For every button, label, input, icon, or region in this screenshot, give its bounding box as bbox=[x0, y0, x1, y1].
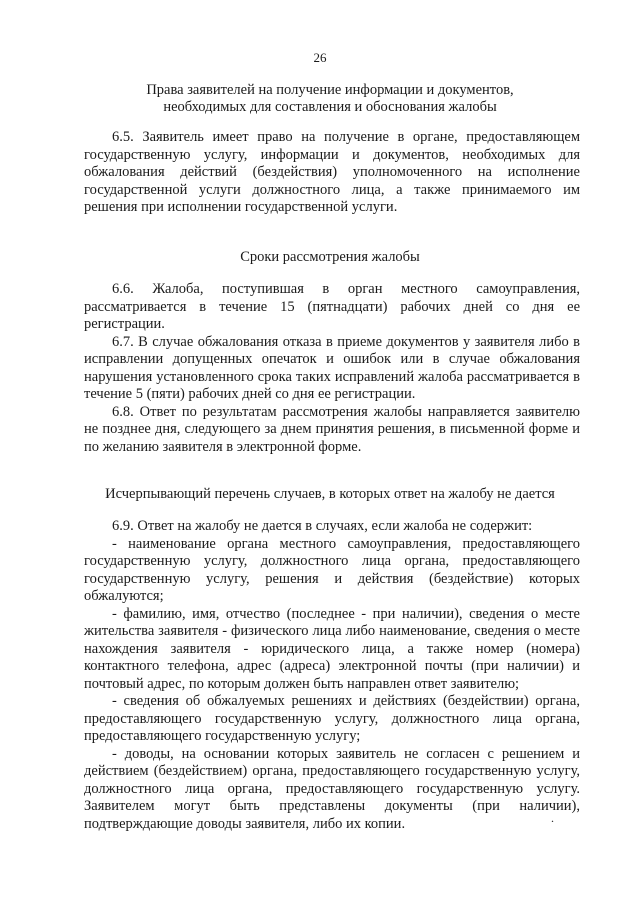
paragraph-6-7: 6.7. В случае обжалования отказа в приеме документов у заявителя либо в исправлении допущенных опечаток и ошибок или в случае обжалования нарушения установленного срока таких исправлений жалоба рассматривается в течение 5 (пяти) рабочих дней со дня ее регистрации. bbox=[84, 333, 580, 402]
section-body-terms bbox=[84, 281, 580, 456]
stray-mark: . bbox=[551, 811, 554, 825]
paragraph-6-6: 6.6. Жалоба, поступившая в орган местного самоуправления, рассматривается в течение 15 (пятнадцати) рабочих дней со дня ее регистрации. bbox=[84, 281, 580, 332]
paragraph-6-9: 6.9. Ответ на жалобу не дается в случаях, если жалоба не содержит: bbox=[112, 518, 533, 534]
section-heading-terms: Сроки рассмотрения жалобы bbox=[240, 249, 420, 265]
section-heading-rights bbox=[60, 82, 600, 116]
list-item: - сведения об обжалуемых решениях и действиях (бездействии) органа, предоставляющего государственную услугу, должностного лица органа, предоставляющего государственную услугу; bbox=[84, 693, 580, 744]
list-item: - наименование органа местного самоуправления, предоставляющего государственную услугу, должностного лица органа, предоставляющего государственную услугу, решения и действия (бездействие) которых обжалуются; bbox=[84, 535, 580, 604]
section-heading-refusal: Исчерпывающий перечень случаев, в которых ответ на жалобу не дается bbox=[105, 486, 555, 502]
paragraph-6-8: 6.8. Ответ по результатам рассмотрения жалобы направляется заявителю не позднее дня, следующего за днем принятия решения, в письменной форме и по желанию заявителя в электронной форме. bbox=[84, 403, 580, 455]
heading-line: необходимых для составления и обоснования жалобы bbox=[163, 99, 497, 115]
heading-line: Права заявителей на получение информации и документов, bbox=[146, 82, 514, 98]
list-item: - фамилию, имя, отчество (последнее - при наличии), сведения о месте жительства заявителя - физического лица либо наименование, сведения о месте нахождения заявителя - юридического лица, а также номер (номера) контактного телефона, адрес (адреса) электронной почты (при наличии) и почтовый адрес, по которым должен быть направлен ответ заявителю; bbox=[84, 605, 580, 692]
list-item: - доводы, на основании которых заявитель не согласен с решением и действием (бездействием) органа, предоставляющего государственную услугу, должностного лица органа, предоставляющего государственную услугу. Заявителем могут быть представлены документы (при наличии), подтверждающие доводы заявителя, либо их копии. bbox=[84, 745, 580, 832]
section-body-refusal bbox=[84, 518, 580, 833]
page-number: 26 bbox=[313, 50, 327, 65]
paragraph-6-5: 6.5. Заявитель имеет право на получение в органе, предоставляющем государственную услугу, информации и документов, необходимых для обжалования действий (бездействия) уполномоченного на исполнение государственной услуги должностного лица, а также принимаемого им решения при исполнении государственной услуги. bbox=[84, 129, 580, 215]
section-body-rights bbox=[84, 129, 580, 217]
